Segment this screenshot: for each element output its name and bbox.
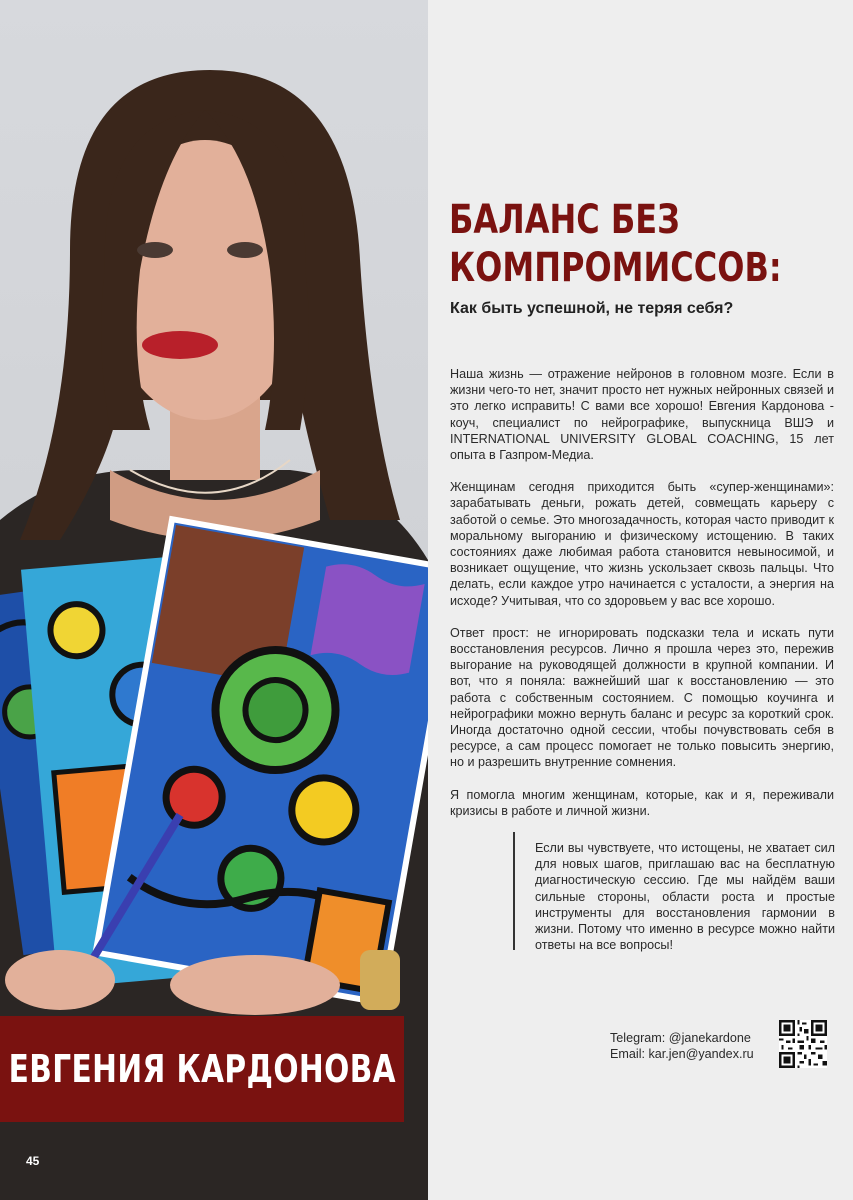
article-title-line-1: БАЛАНС БЕЗ [449,197,680,243]
author-name-banner [0,1016,404,1122]
paragraph: Наша жизнь — отражение нейронов в головном мозге. Если в жизни чего-то нет, значит просто нет нужных нейронных связей и это легко исправить! С вами все хорошо! Евгения Кардонова - коуч, специалист по нейрографике, выпускница ВШЭ и INTERNATIONAL UNIVERSITY GLOBAL COACHING, 15 лет опыта в Газпром-Медиа. [450,367,834,463]
article-title [449,196,782,292]
callout-text: Если вы чувствуете, что истощены, не хватает сил для новых шагов, приглашаю вас на бесплатную диагностическую сессию. Где мы найдём ваши сильные стороны, области роста и простые инструменты для восстановления гармонии в жизни. Потому что именно в ресурсе можно найти ответы на все вопросы! [535,841,835,953]
article-body [450,366,834,835]
article-title-line-2: КОМПРОМИССОВ: [449,245,782,291]
qr-code-icon[interactable] [779,1020,827,1068]
paragraph: Женщинам сегодня приходится быть «супер-женщинами»: зарабатывать деньги, рожать детей, совмещать карьеру с заботой о семье. Это многозадачность, которая часто приводит к моральному выгоранию и физическому истощению. В таких состояниях даже любимая работа становится невыносимой, и возникает ощущение, что жизнь ускользает сквозь пальцы. Что делать, если каждое утро начинается с усталости, а энергия на исходе? Учитывая, что со здоровьем у вас все хорошо. [450,480,834,608]
paragraph: Я помогла многим женщинам, которые, как и я, переживали кризисы в работе и личной жизни. [450,787,834,818]
author-name: ЕВГЕНИЯ КАРДОНОВА [8,1047,396,1091]
email-contact[interactable]: Email: kar.jen@yandex.ru [610,1047,754,1061]
paragraph: Ответ прост: не игнорировать подсказки тела и искать пути восстановления ресурсов. Лично я прошла через это, пережив выгорание на руководящей должности в крупной компании. И вот, что я поняла: важнейший шаг к восстановлению — это работа с собственным состоянием. С помощью коучинга и нейрографики можно вернуть баланс и ресурс за короткий срок. Иногда достаточно одной сессии, чтобы почувствовать себя в ресурсе, а сам процесс помогает не только повысить энергию, но и разрешить внутренние сомнения. [450,625,834,770]
telegram-contact[interactable]: Telegram: @janekardone [610,1031,751,1045]
callout-quote [513,832,835,953]
page-number: 45 [26,1154,40,1168]
contacts [610,1030,770,1062]
article-subtitle: Как быть успешной, не теряя себя? [450,300,734,317]
